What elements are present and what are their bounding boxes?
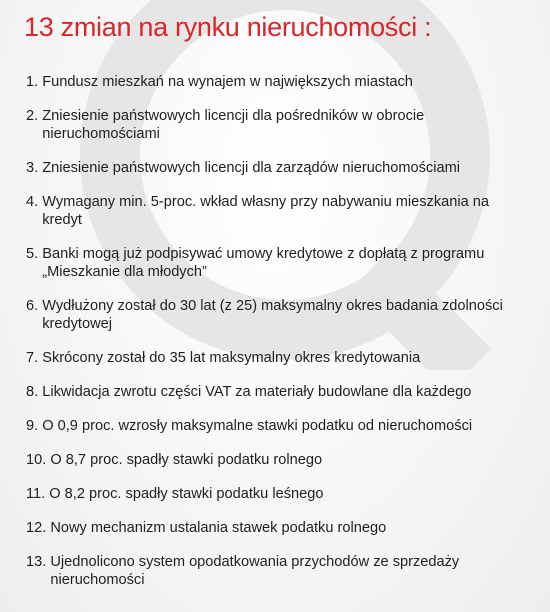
list-item-text: Wymagany min. 5-proc. wkład własny przy nabywaniu mieszkania na kredyt (42, 194, 490, 228)
list-item (26, 383, 528, 401)
list-item-number: 1. (26, 74, 39, 90)
list-item-text: O 8,2 proc. spadły stawki podatku leśnego (49, 486, 324, 502)
list-item (26, 519, 528, 537)
list-item-text: O 0,9 proc. wzrosły maksymalne stawki podatku od nieruchomości (42, 418, 473, 434)
list-item (26, 451, 528, 469)
list-item (26, 193, 528, 229)
list-item (26, 107, 528, 143)
list-item-number: 6. (26, 298, 39, 314)
list-item-text: Nowy mechanizm ustalania stawek podatku rolnego (50, 520, 387, 536)
list-item-number: 11. (26, 486, 46, 502)
list-item-text: Zniesienie państwowych licencji dla pośredników w obrocie nieruchomościami (42, 108, 425, 142)
list-item-number: 2. (26, 108, 39, 124)
changes-list (26, 73, 528, 589)
list-item-number: 12. (26, 520, 47, 536)
list-item (26, 245, 528, 281)
list-item-number: 5. (26, 246, 39, 262)
list-item-text: Skrócony został do 35 lat maksymalny okres kredytowania (42, 350, 421, 366)
list-item (26, 553, 528, 589)
list-item-number: 8. (26, 384, 39, 400)
list-item-text: Wydłużony został do 30 lat (z 25) maksymalny okres badania zdolności kredytowej (42, 298, 503, 332)
list-item-text: Banki mogą już podpisywać umowy kredytowe z dopłatą z programu „Mieszkanie dla młodych” (42, 246, 485, 280)
list-item-number: 3. (26, 160, 39, 176)
list-item-text: Ujednolicono system opodatkowania przychodów ze sprzedaży nieruchomości (50, 554, 460, 588)
list-item (26, 485, 528, 503)
list-item-text: O 8,7 proc. spadły stawki podatku rolnego (50, 452, 323, 468)
list-item-number: 9. (26, 418, 39, 434)
list-item (26, 417, 528, 435)
list-item (26, 349, 528, 367)
list-item-text: Fundusz mieszkań na wynajem w największych miastach (42, 74, 413, 90)
list-item-text: Zniesienie państwowych licencji dla zarządów nieruchomościami (42, 160, 460, 176)
list-item (26, 73, 528, 91)
list-item-number: 7. (26, 350, 39, 366)
list-item (26, 159, 528, 177)
list-item (26, 297, 528, 333)
list-item-number: 13. (26, 554, 47, 570)
list-item-text: Likwidacja zwrotu części VAT za materiały budowlane dla każdego (42, 384, 472, 400)
list-item-number: 4. (26, 194, 39, 210)
page-title: 13 zmian na rynku nieruchomości : (24, 12, 432, 42)
list-item-number: 10. (26, 452, 47, 468)
